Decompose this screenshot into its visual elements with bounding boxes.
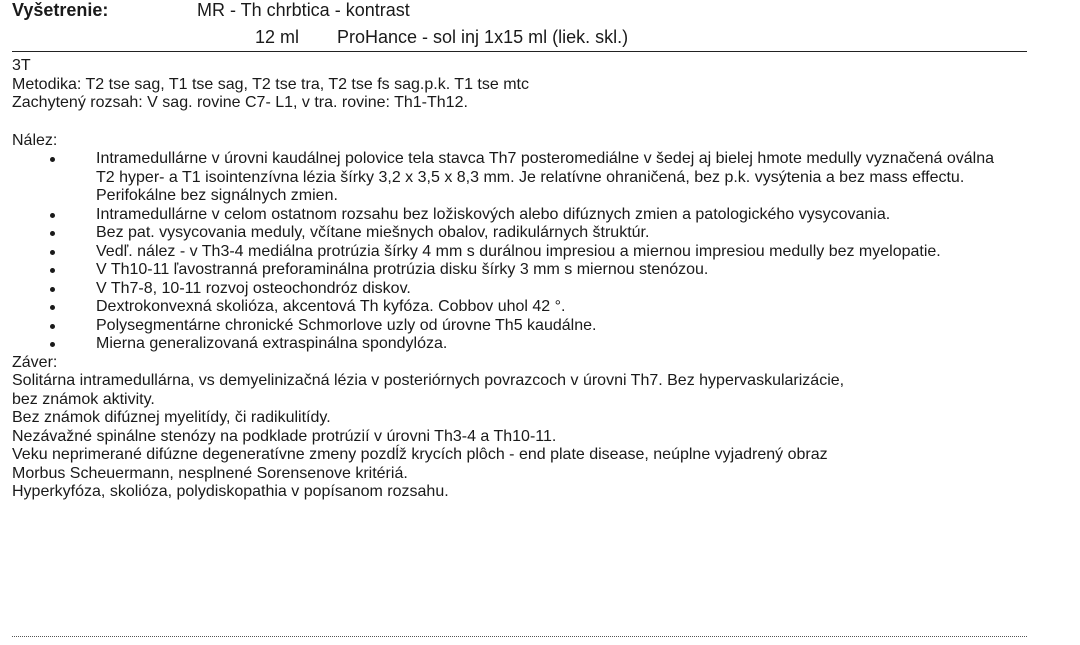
finding-text: Polysegmentárne chronické Schmorlove uzly od úrovne Th5 kaudálne. (96, 316, 597, 334)
finding-item (12, 261, 1042, 280)
findings-list (12, 150, 1042, 354)
finding-text: Intramedullárne v úrovni kaudálnej polovice tela stavca Th7 posteromediálne v šedej aj bielej hmote medully vyznačená oválna T2 hyper- a T1 isointenzívna lézia šírky 3,2 x 3,5 x 8,3 mm. Je relatívne ohraničená, bez p.k. vysýtenia a bez mass effectu. Perifokálne bez signálnych zmien. (96, 150, 994, 204)
finding-text: Vedľ. nález - v Th3-4 mediálna protrúzia šírky 4 mm s durálnou impresiou a miernou impresiou medully bez myelopatie. (96, 242, 941, 260)
header-divider (12, 51, 1027, 52)
contrast-quantity: 12 ml (255, 27, 300, 47)
bullet-icon (50, 231, 55, 236)
contrast-drug: ProHance - sol inj 1x15 ml (liek. skl.) (337, 27, 629, 47)
conclusion-line: Bez známok difúznej myelitídy, či radikulitídy. (12, 409, 331, 426)
conclusion-line: Nezávažné spinálne stenózy na podklade protrúzií v úrovni Th3-4 a Th10-11. (12, 427, 557, 445)
finding-item (12, 317, 1042, 336)
bullet-icon (50, 305, 55, 310)
bullet-icon (50, 250, 55, 255)
field-strength: 3T (12, 57, 31, 74)
bullet-icon (50, 287, 55, 292)
conclusion-title: Záver: (12, 353, 58, 371)
finding-text: Mierna generalizovaná extraspinálna spondylóza. (96, 335, 448, 352)
exam-label: Vyšetrenie: (12, 0, 109, 20)
bullet-icon (50, 324, 55, 329)
conclusion-line: Hyperkyfóza, skolióza, polydiskopathia v popísanom rozsahu. (12, 483, 449, 500)
finding-text: Intramedullárne v celom ostatnom rozsahu bez ložiskových alebo difúznych zmien a patologického vysycovania. (96, 205, 891, 223)
finding-text: Dextrokonvexná skolióza, akcentová Th kyfóza. Cobbov uhol 42 °. (96, 298, 566, 315)
methodology: Metodika: T2 tse sag, T1 tse sag, T2 tse tra, T2 tse fs sag.p.k. T1 tse mtc (12, 75, 529, 93)
finding-text: V Th7-8, 10-11 rozvoj osteochondróz diskov. (96, 279, 411, 297)
conclusion-line: Solitárna intramedullárna, vs demyelinizačná lézia v posteriórnych povrazcoch v úrovni Th7. Bez hypervaskularizácie, (12, 372, 845, 389)
spacer (12, 113, 1042, 132)
bullet-icon (50, 268, 55, 273)
finding-item (12, 150, 1042, 206)
conclusion-line: bez známok aktivity. (12, 390, 155, 408)
conclusion-line: Morbus Scheuermann, nesplnené Sorensenove kritériá. (12, 464, 408, 482)
finding-item (12, 280, 1042, 299)
finding-item (12, 206, 1042, 225)
bullet-icon (50, 213, 55, 218)
conclusion-line: Veku neprimerané difúzne degeneratívne zmeny pozdĺž krycích plôch - end plate disease, neúplne vyjadrený obraz (12, 446, 828, 463)
finding-item (12, 243, 1042, 262)
finding-text: Bez pat. vysycovania meduly, včítane miešnych obalov, radikulárnych štruktúr. (96, 224, 650, 241)
findings-title: Nález: (12, 131, 58, 149)
bullet-icon (50, 157, 55, 162)
finding-item (12, 335, 1042, 354)
finding-item (12, 224, 1042, 243)
bullet-icon (50, 342, 55, 347)
exam-name: MR - Th chrbtica - kontrast (197, 0, 410, 20)
finding-item (12, 298, 1042, 317)
scan-range: Zachytený rozsah: V sag. rovine C7- L1, v tra. rovine: Th1-Th12. (12, 94, 468, 111)
report-body (12, 57, 1042, 502)
section-divider-dotted (12, 636, 1027, 637)
finding-text: V Th10-11 ľavostranná preforaminálna protrúzia disku šírky 3 mm s miernou stenózou. (96, 261, 709, 278)
